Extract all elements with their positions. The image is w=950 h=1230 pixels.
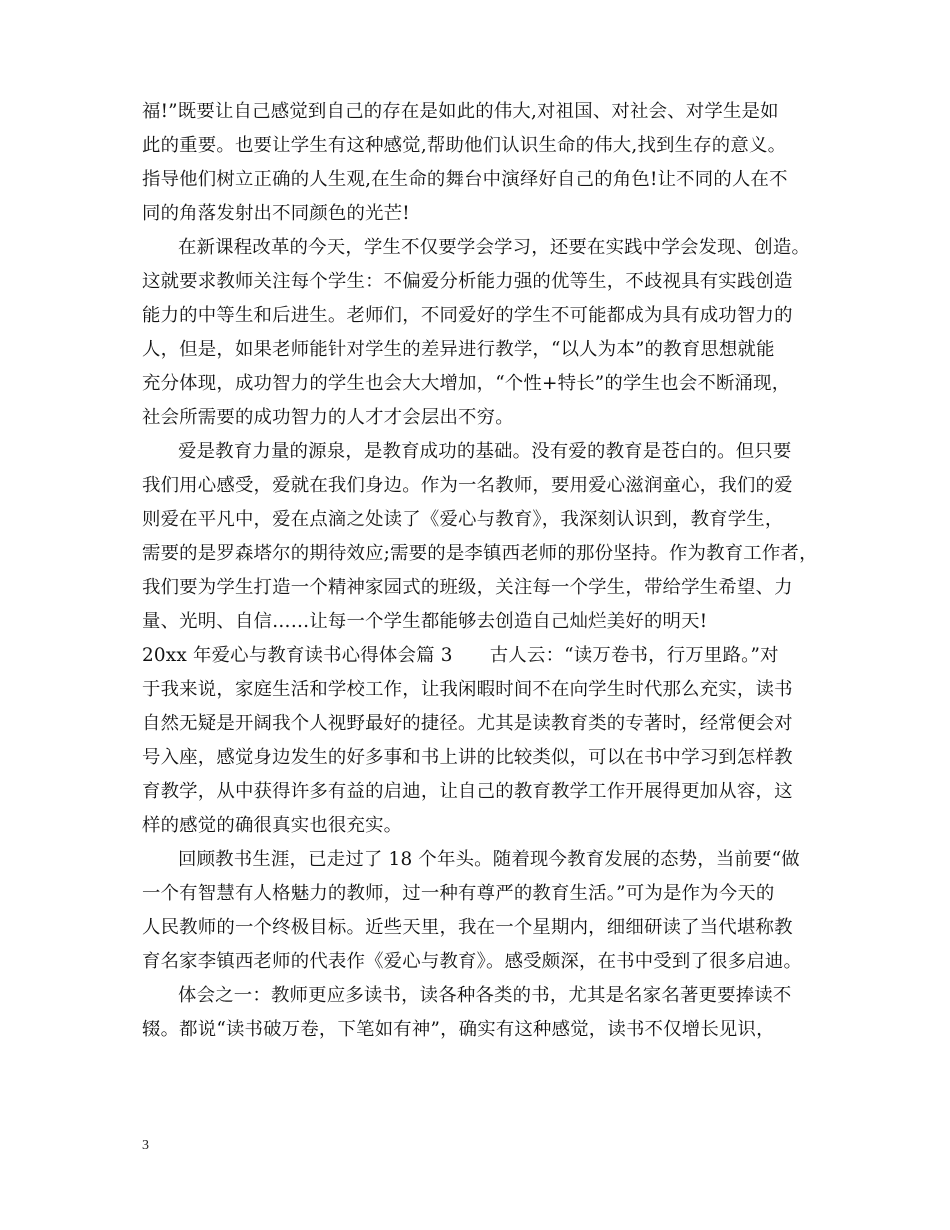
page-number: 3 xyxy=(142,1138,149,1153)
text-line: 量、光明、自信……让每一个学生都能够去创造自己灿烂美好的明天! xyxy=(142,611,708,632)
text-line: 这就要求教师关注每个学生：不偏爱分析能力强的优等生，不歧视具有实践创造 xyxy=(142,271,793,292)
text-line-paragraph-start: 回顾教书生涯，已走过了 18 个年头。随着现今教育发展的态势，当前要“做 xyxy=(178,849,800,870)
text-line: 于我来说，家庭生活和学校工作，让我闲暇时间不在向学生时代那么充实，读书 xyxy=(142,679,793,700)
text-line: 育名家李镇西老师的代表作《爱心与教育》。感受颇深，在书中受到了很多启迪。 xyxy=(142,951,803,972)
text-line: 我们用心感受，爱就在我们身边。作为一名教师，要用爱心滋润童心，我们的爱 xyxy=(142,475,793,496)
text-line-paragraph-start: 体会之一：教师更应多读书，读各种各类的书，尤其是名家名著更要捧读不 xyxy=(178,985,792,1006)
text-line: 自然无疑是开阔我个人视野最好的捷径。尤其是读教育类的专著时，经常便会对 xyxy=(142,713,793,734)
text-line: 人民教师的一个终极目标。近些天里，我在一个星期内，细细研读了当代堪称教 xyxy=(142,917,793,938)
text-line: 我们要为学生打造一个精神家园式的班级，关注每一个学生，带给学生希望、力 xyxy=(142,577,793,598)
text-line: 能力的中等生和后进生。老师们，不同爱好的学生不可能都成为具有成功智力的 xyxy=(142,305,793,326)
text-line: 需要的是罗森塔尔的期待效应;需要的是李镇西老师的那份坚持。作为教育工作者， xyxy=(142,543,818,564)
text-line: 号入座，感觉身边发生的好多事和书上讲的比较类似，可以在书中学习到怎样教 xyxy=(142,747,793,768)
text-line: 人，但是，如果老师能针对学生的差异进行教学，“以人为本”的教育思想就能 xyxy=(142,339,775,360)
text-line: 育教学，从中获得许多有益的启迪，让自己的教育教学工作开展得更加从容，这 xyxy=(142,781,793,802)
text-line: 社会所需要的成功智力的人才才会层出不穷。 xyxy=(142,407,514,428)
text-line: 指导他们树立正确的人生观,在生命的舞台中演绎好自己的角色!让不同的人在不 xyxy=(142,169,788,190)
text-line: 一个有智慧有人格魅力的教师，过一种有尊严的教育生活。”可为是作为今天的 xyxy=(142,883,775,904)
text-line: 同的角落发射出不同颜色的光芒! xyxy=(142,203,410,224)
text-line: 则爱在平凡中，爱在点滴之处读了《爱心与教育》，我深刻认识到，教育学生， xyxy=(142,509,784,530)
text-line: 辍。都说“读书破万卷，下笔如有神”，确实有这种感觉，读书不仅增长见识， xyxy=(142,1019,775,1040)
text-line: 充分体现，成功智力的学生也会大大增加，“个性+特长”的学生也会不断涌现， xyxy=(142,373,791,394)
text-line: 此的重要。也要让学生有这种感觉,帮助他们认识生命的伟大,找到生存的意义。 xyxy=(142,135,787,156)
section-heading-line: 20xx 年爱心与教育读书心得体会篇 3 古人云：“读万卷书，行万里路。”对 xyxy=(142,645,779,666)
text-line: 样的感觉的确很真实也很充实。 xyxy=(142,815,403,836)
text-line-paragraph-start: 爱是教育力量的源泉，是教育成功的基础。没有爱的教育是苍白的。但只要 xyxy=(178,441,792,462)
text-line-paragraph-start: 在新课程改革的今天，学生不仅要学会学习，还要在实践中学会发现、创造。 xyxy=(178,237,811,258)
text-line: 福!”既要让自己感觉到自己的存在是如此的伟大,对祖国、对社会、对学生是如 xyxy=(142,101,779,122)
